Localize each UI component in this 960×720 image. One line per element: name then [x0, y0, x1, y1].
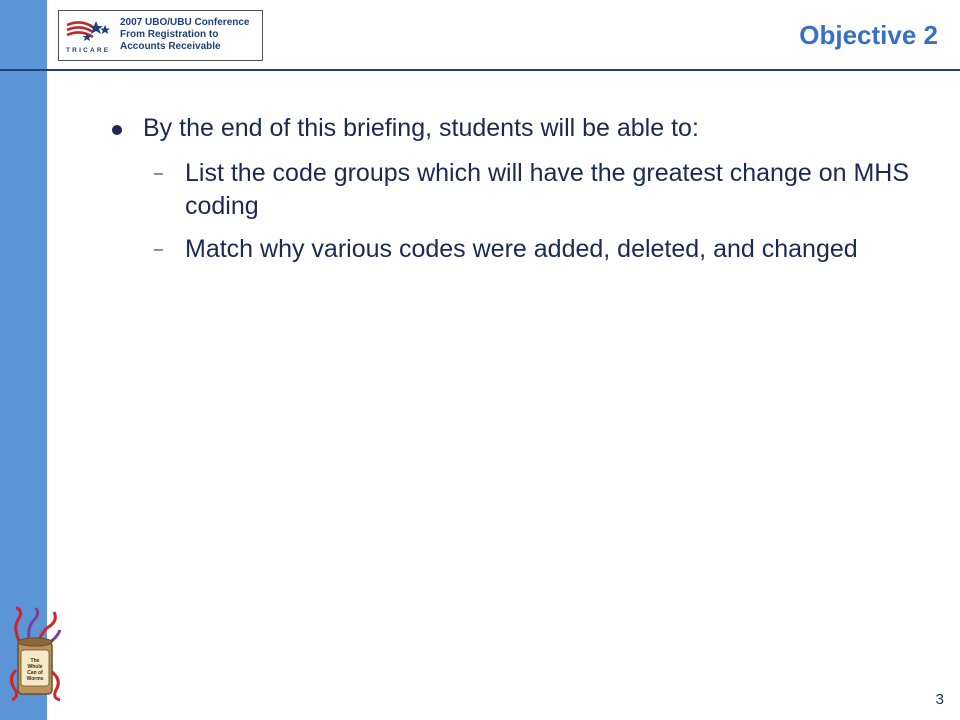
header-divider: [0, 69, 960, 71]
sub-bullet-text: List the code groups which will have the greatest change on MHS coding: [185, 159, 910, 220]
svg-text:The: The: [30, 658, 40, 664]
logo-line-1: 2007 UBO/UBU Conference: [120, 17, 250, 28]
sub-bullet-item: [108, 157, 928, 223]
svg-text:TRICARE: TRICARE: [66, 47, 111, 54]
bullet-list: [108, 112, 928, 266]
bullet-item: [108, 112, 928, 145]
svg-text:Whole: Whole: [27, 664, 43, 670]
can-of-worms-mascot-icon: [6, 606, 66, 702]
sub-bullet-text: Match why various codes were added, deleted, and changed: [185, 235, 858, 263]
svg-text:Worms: Worms: [26, 676, 44, 682]
conference-logo: [58, 10, 263, 61]
logo-caption: [120, 17, 262, 53]
logo-line-3: Accounts Receivable: [120, 41, 221, 52]
sub-bullet-list: [108, 157, 928, 266]
tricare-logo-icon: [63, 15, 115, 57]
bullet-dot-icon: [112, 125, 122, 135]
dash-bullet-icon: –: [154, 241, 163, 258]
page-number: 3: [935, 691, 944, 708]
logo-line-2: From Registration to: [120, 29, 219, 40]
sub-bullet-item: [108, 233, 928, 266]
dash-bullet-icon: –: [154, 165, 163, 182]
slide-title: Objective 2: [799, 20, 938, 50]
bullet-text: By the end of this briefing, students will be able to:: [143, 114, 699, 142]
svg-text:Can of: Can of: [27, 670, 43, 676]
